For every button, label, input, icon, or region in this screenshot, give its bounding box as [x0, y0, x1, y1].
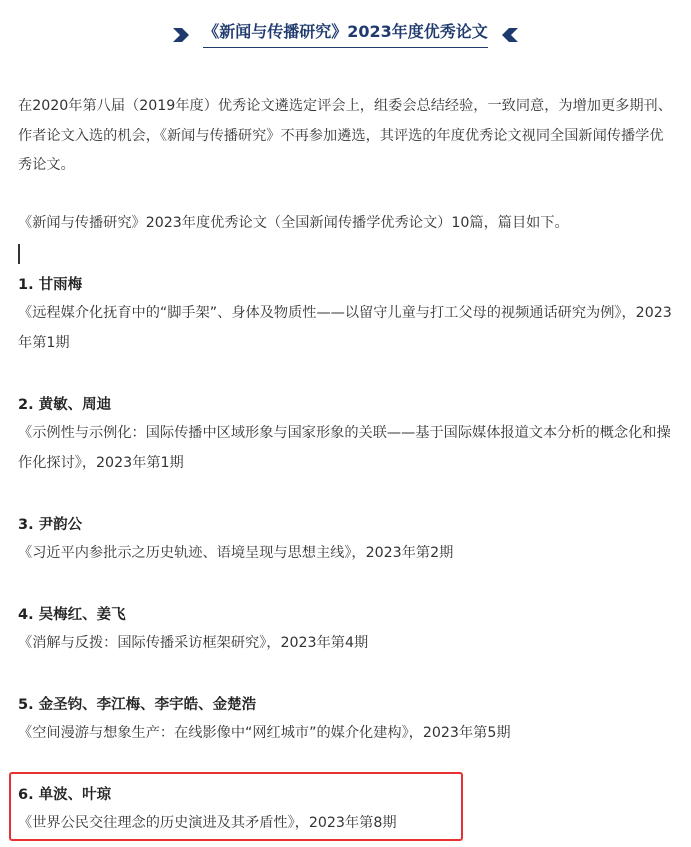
entry-work: 《习近平内参批示之历史轨迹、语境呈现与思想主线》，2023年第2期 — [18, 545, 454, 561]
entry-author: 6. 单波、叶琼 — [18, 787, 112, 803]
list-item — [18, 271, 678, 358]
highlight-box — [9, 772, 463, 841]
entry-work: 《远程媒介化抚育中的“脚手架”、身体及物质性——以留守儿童与打工父母的视频通话研究为例》，2023年第1期 — [18, 305, 672, 351]
chevron-right-decoration-icon — [173, 28, 195, 42]
intro-summary: 《新闻与传播研究》2023年度优秀论文（全国新闻传播学优秀论文）10篇，篇目如下。 — [18, 215, 569, 231]
article-header — [0, 20, 691, 50]
entry-author: 2. 黄敏、周迪 — [18, 397, 112, 413]
entry-work: 《空间漫游与想象生产：在线影像中“网红城市”的媒介化建构》，2023年第5期 — [18, 725, 511, 741]
entry-author: 1. 甘雨梅 — [18, 277, 83, 293]
page-title: 《新闻与传播研究》2023年度优秀论文 — [203, 22, 488, 48]
chevron-left-decoration-icon — [496, 28, 518, 42]
entry-work: 《世界公民交往理念的历史演进及其矛盾性》，2023年第8期 — [18, 815, 397, 831]
list-item — [18, 691, 678, 749]
entry-author: 3. 尹韵公 — [18, 517, 83, 533]
intro-paragraph: 在2020年第八届（2019年度）优秀论文遴选定评会上，组委会总结经验，一致同意，为增加更多期刊、作者论文入选的机会，《新闻与传播研究》不再参加遴选，其评选的年度优秀论文视同全国新闻传播学优秀论文。 — [18, 98, 672, 173]
entry-work: 《消解与反拨：国际传播采访框架研究》，2023年第4期 — [18, 635, 369, 651]
entry-work: 《示例性与示例化：国际传播中区域形象与国家形象的关联——基于国际媒体报道文本分析的概念化和操作化探讨》，2023年第1期 — [18, 425, 671, 471]
list-item — [18, 601, 678, 659]
entry-author: 4. 吴梅红、姜飞 — [18, 607, 126, 623]
list-item — [18, 391, 678, 478]
entry-author: 5. 金圣钧、李江梅、李宇皓、金楚浩 — [18, 697, 257, 713]
text-cursor — [18, 244, 20, 264]
list-item — [18, 511, 678, 569]
